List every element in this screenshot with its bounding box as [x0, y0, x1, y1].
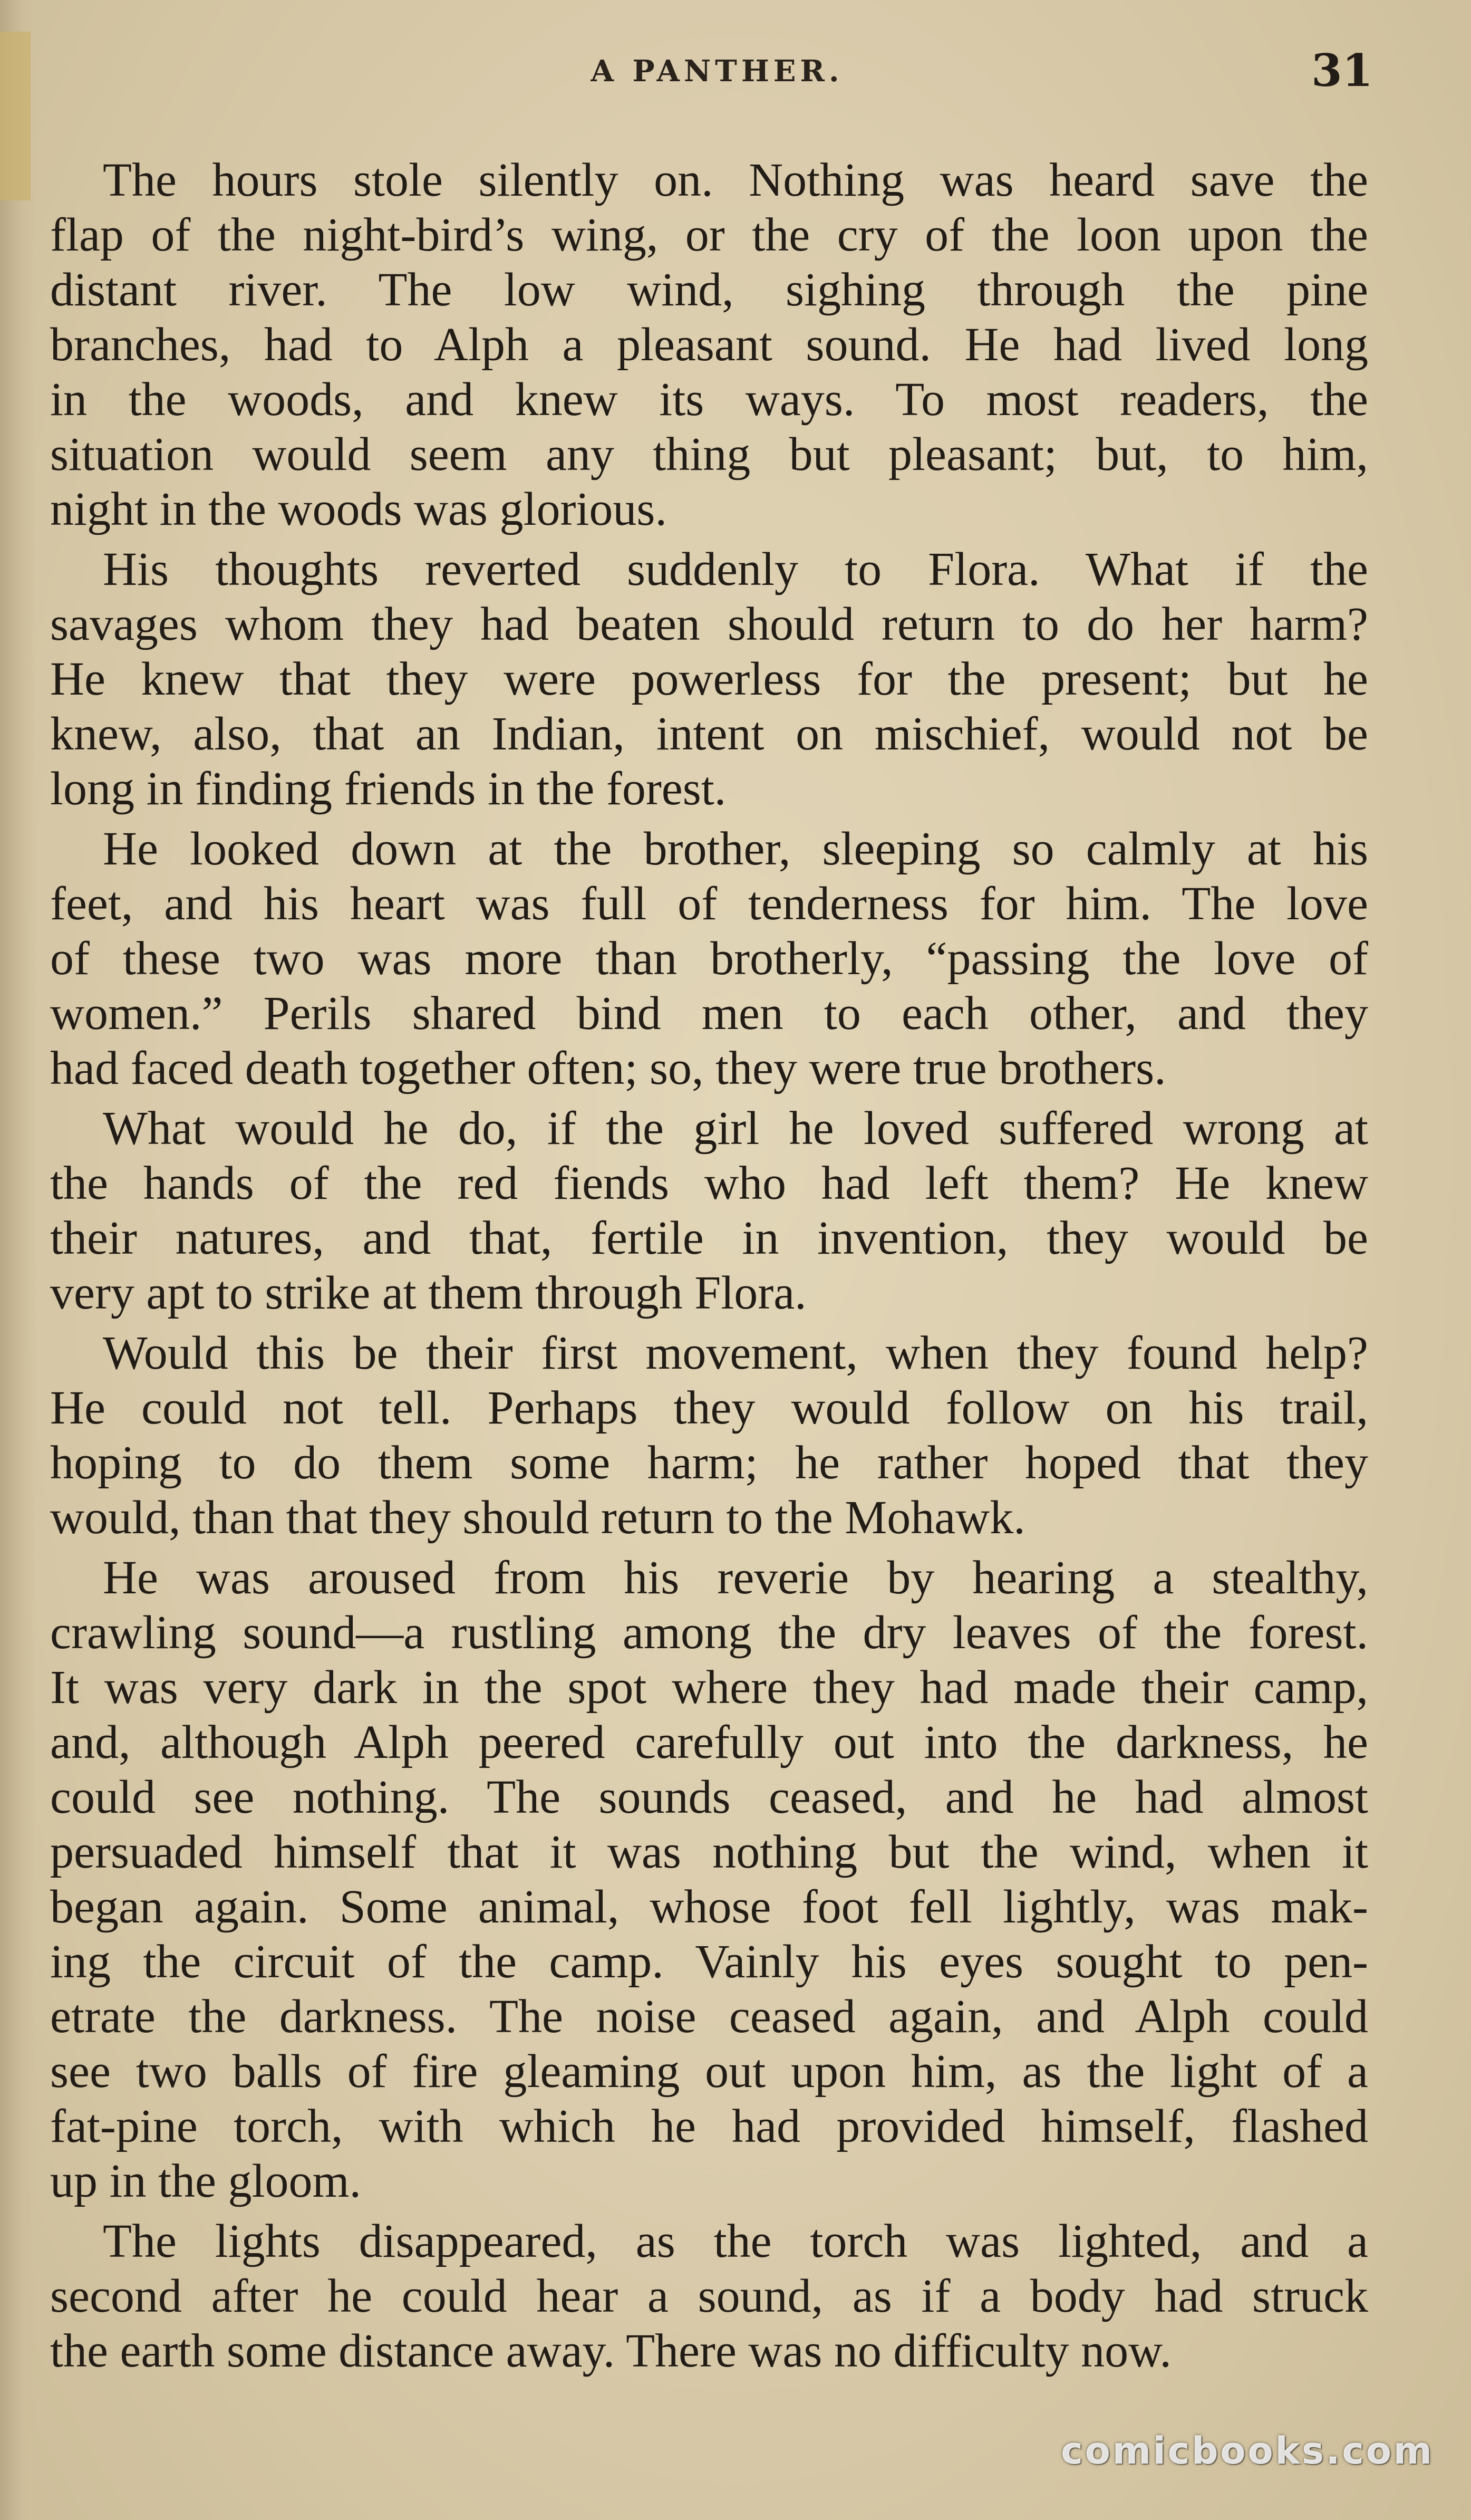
body-text — [50, 153, 1368, 2379]
page-number: 31 — [1311, 44, 1373, 97]
text-line: began again. Some animal, whose foot fell lightly, was mak- — [50, 1881, 1368, 1933]
paragraph — [50, 153, 1368, 537]
text-line: of these two was more than brotherly, “passing the love of — [50, 932, 1368, 985]
paragraph — [50, 2214, 1368, 2379]
text-line: second after he could hear a sound, as if a body had struck — [50, 2270, 1368, 2322]
text-line: persuaded himself that it was nothing but the wind, when it — [50, 1826, 1368, 1878]
text-line: The lights disappeared, as the torch was lighted, and a — [103, 2215, 1368, 2267]
paragraph-gap — [50, 816, 1368, 822]
text-line: feet, and his heart was full of tenderness for him. The love — [50, 878, 1368, 930]
text-line: could see nothing. The sounds ceased, and he had almost — [50, 1771, 1368, 1823]
text-line: He was aroused from his reverie by hearing a stealthy, — [103, 1552, 1368, 1604]
text-line: savages whom they had beaten should return to do her harm? — [50, 598, 1368, 650]
text-line: ing the circuit of the camp. Vainly his eyes sought to pen- — [50, 1936, 1368, 1988]
paragraph-gap — [50, 1096, 1368, 1101]
paragraph-gap — [50, 1321, 1368, 1326]
text-line: their natures, and that, fertile in invention, they would be — [50, 1212, 1368, 1264]
text-line: His thoughts reverted suddenly to Flora. What if the — [103, 543, 1368, 595]
text-line: knew, also, that an Indian, intent on mischief, would not be — [50, 708, 1368, 760]
text-line: up in the gloom. — [50, 2155, 361, 2207]
paragraph-gap — [50, 1545, 1368, 1551]
text-line: branches, had to Alph a pleasant sound. He had lived long — [50, 319, 1368, 371]
text-line: etrate the darkness. The noise ceased again, and Alph could — [50, 1990, 1368, 2043]
text-line: and, although Alph peered carefully out into the darkness, he — [50, 1716, 1368, 1768]
paragraph-gap — [50, 2209, 1368, 2214]
watermark: comicbooks.com — [1061, 2429, 1434, 2473]
text-line: What would he do, if the girl he loved suffered wrong at — [103, 1102, 1368, 1155]
text-line: It was very dark in the spot where they had made their camp, — [50, 1661, 1368, 1714]
text-line: crawling sound—a rustling among the dry leaves of the forest. — [50, 1607, 1368, 1659]
paragraph — [50, 1326, 1368, 1545]
text-line: The hours stole silently on. Nothing was heard save the — [103, 154, 1368, 206]
paragraph — [50, 822, 1368, 1096]
paragraph — [50, 1551, 1368, 2209]
text-line: long in finding friends in the forest. — [50, 763, 727, 815]
paragraph-gap — [50, 537, 1368, 542]
text-line: women.” Perils shared bind men to each other, and they — [50, 987, 1368, 1040]
text-line: the hands of the red fiends who had left them? He knew — [50, 1157, 1368, 1209]
text-line: He looked down at the brother, sleeping so calmly at his — [103, 823, 1368, 875]
text-line: He knew that they were powerless for the present; but he — [50, 653, 1368, 705]
paragraph — [50, 542, 1368, 816]
text-line: very apt to strike at them through Flora. — [50, 1267, 807, 1319]
running-head — [0, 44, 1471, 119]
text-line: fat-pine torch, with which he had provided himself, flashed — [50, 2100, 1368, 2152]
text-line: distant river. The low wind, sighing through the pine — [50, 264, 1368, 316]
text-line: situation would seem any thing but pleasant; but, to him, — [50, 428, 1368, 480]
text-line: flap of the night-bird’s wing, or the cry of the loon upon the — [50, 209, 1368, 261]
paragraph — [50, 1101, 1368, 1321]
page-binding-edge — [0, 0, 37, 2520]
text-line: the earth some distance away. There was no difficulty now. — [50, 2325, 1172, 2377]
text-line: see two balls of fire gleaming out upon him, as the light of a — [50, 2045, 1368, 2098]
text-line: hoping to do them some harm; he rather hoped that they — [50, 1437, 1368, 1489]
text-line: Would this be their first movement, when they found help? — [103, 1327, 1368, 1379]
text-line: night in the woods was glorious. — [50, 483, 667, 535]
text-line: He could not tell. Perhaps they would follow on his trail, — [50, 1382, 1368, 1434]
text-line: had faced death together often; so, they were true brothers. — [50, 1042, 1166, 1094]
text-line: in the woods, and knew its ways. To most readers, the — [50, 373, 1368, 426]
text-line: would, than that they should return to the Mohawk. — [50, 1492, 1025, 1544]
chapter-heading: A PANTHER. — [591, 54, 844, 89]
